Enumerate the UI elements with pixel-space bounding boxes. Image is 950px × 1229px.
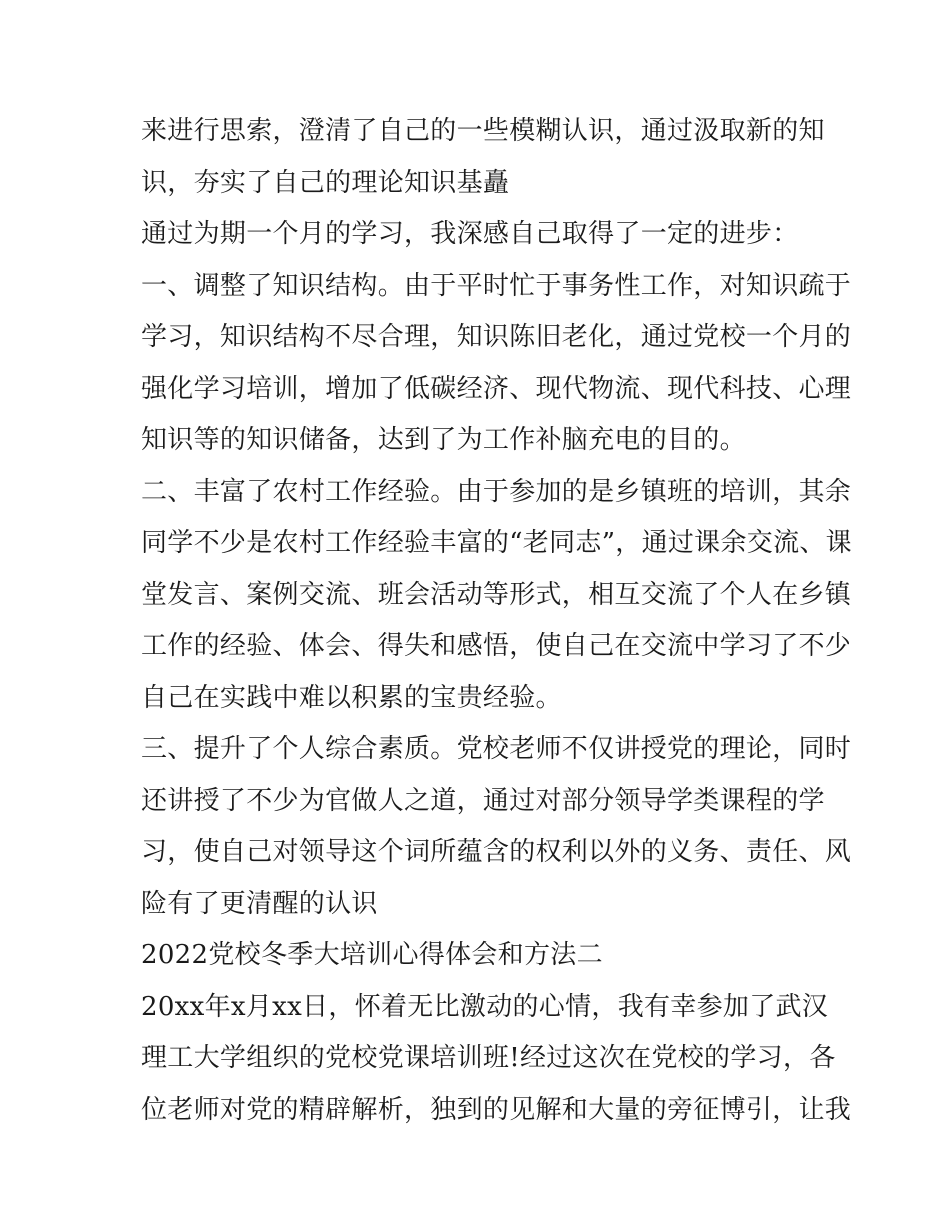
text-line: 通过为期一个月的学习，我深感自己取得了一定的进步：: [141, 219, 799, 249]
text-line: 习，使自己对领导这个词所蕴含的权利以外的义务、责任、风: [141, 837, 852, 867]
text-line: 位老师对党的精辟解析，独到的见解和大量的旁征博引，让我: [141, 1094, 852, 1125]
text-line: 堂发言、案例交流、班会活动等形式，相互交流了个人在乡镇: [141, 579, 852, 610]
text-line: 学习，知识结构不尽合理，知识陈旧老化，通过党校一个月的: [141, 322, 852, 352]
document-body: [141, 106, 852, 1136]
text-line: 还讲授了不少为官做人之道，通过对部分领导学类课程的学: [141, 785, 825, 816]
text-line: 知识等的知识储备，达到了为工作补脑充电的目的。: [141, 425, 746, 455]
text-line: 自己在实践中难以积累的宝贵经验。: [141, 682, 562, 713]
text-line: 工作的经验、体会、得失和感悟，使自己在交流中学习了不少: [141, 631, 852, 661]
text-line: 同学不少是农村工作经验丰富的“老同志”，通过课余交流、课: [141, 528, 852, 558]
text-line: 识，夯实了自己的理论知识基矗: [141, 167, 510, 198]
text-line: 二、丰富了农村工作经验。由于参加的是乡镇班的培训，其余: [141, 476, 852, 507]
text-line: 强化学习培训，增加了低碳经济、现代物流、现代科技、心理: [141, 373, 852, 404]
text-line: 一、调整了知识结构。由于平时忙于事务性工作，对知识疏于: [141, 270, 852, 301]
text-line: 三、提升了个人综合素质。党校老师不仅讲授党的理论，同时: [141, 734, 852, 764]
text-line: 来进行思索，澄清了自己的一些模糊认识，通过汲取新的知: [141, 116, 825, 146]
text-line: 理工大学组织的党校党课培训班!经过这次在党校的学习，各: [141, 1043, 836, 1073]
section-heading: 2022党校冬季大培训心得体会和方法二: [141, 940, 603, 970]
text-line: 20xx年x月xx日，怀着无比激动的心情，我有幸参加了武汉: [141, 991, 829, 1022]
text-line: 险有了更清醒的认识: [141, 888, 378, 919]
